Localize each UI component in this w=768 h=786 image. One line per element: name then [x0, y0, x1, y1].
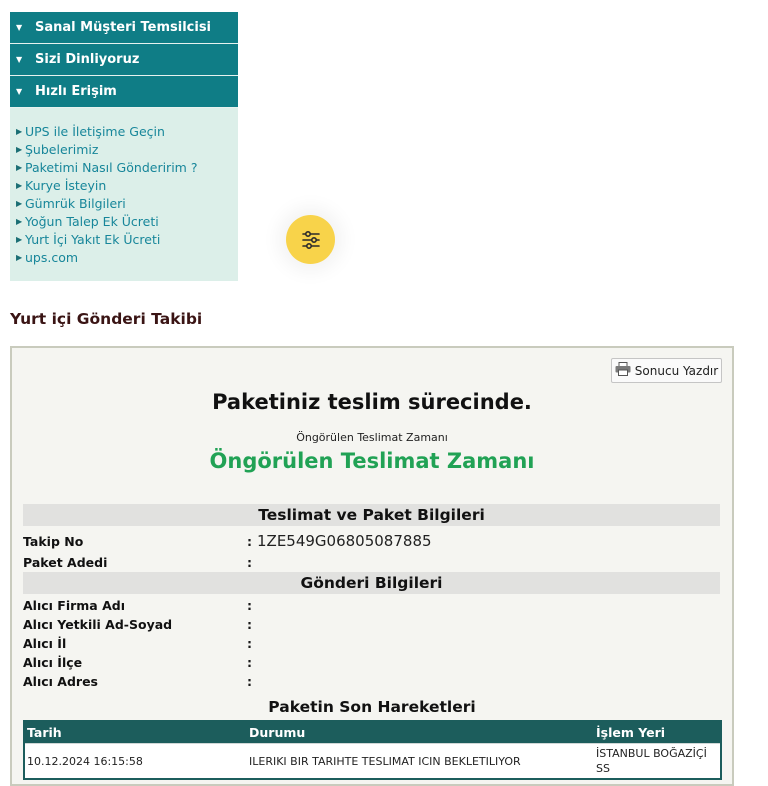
movement-date: 10.12.2024 16:15:58 — [24, 744, 247, 780]
field-recipient-city — [23, 634, 663, 652]
field-separator: : — [247, 635, 252, 651]
quick-link-contact-ups[interactable] — [16, 123, 238, 141]
field-label: Alıcı İl — [23, 635, 67, 651]
print-button-label: Sonucu Yazdır — [634, 363, 719, 378]
quick-link-fuel-surcharge[interactable] — [16, 230, 238, 248]
sidebar-section-virtual-agent[interactable] — [10, 12, 238, 44]
sidebar-section-label: Sizi Dinliyoruz — [35, 52, 140, 67]
quick-link-label: UPS ile İletişime Geçin — [25, 124, 165, 140]
caret-right-icon: ▶ — [16, 127, 23, 137]
sidebar-section-label: Sanal Müşteri Temsilcisi — [35, 20, 212, 35]
tracking-result-card — [10, 346, 734, 786]
quick-link-label: Kurye İsteyin — [25, 178, 107, 194]
field-recipient-company — [23, 596, 663, 614]
field-label: Alıcı Adres — [23, 673, 98, 689]
caret-right-icon: ▶ — [16, 234, 23, 244]
movement-location: İSTANBUL BOĞAZİÇİ SS — [594, 744, 721, 780]
caret-right-icon: ▶ — [16, 181, 23, 191]
quick-link-how-to-ship[interactable] — [16, 159, 238, 177]
sidebar — [10, 0, 238, 281]
column-header-status: Durumu — [247, 721, 594, 744]
field-recipient-contact — [23, 615, 663, 633]
filter-fab-button[interactable] — [286, 215, 335, 264]
caret-down-icon: ▼ — [16, 87, 23, 96]
column-header-location: İşlem Yeri — [594, 721, 721, 744]
print-result-button[interactable] — [611, 358, 722, 383]
quick-link-customs-info[interactable] — [16, 195, 238, 213]
field-separator: : — [247, 554, 252, 570]
page-title: Yurt içi Gönderi Takibi — [10, 310, 203, 328]
field-label: Alıcı Firma Adı — [23, 597, 125, 613]
column-header-date: Tarih — [24, 721, 247, 744]
field-label: Alıcı İlçe — [23, 654, 83, 670]
eta-value: Öngörülen Teslimat Zamanı — [209, 449, 535, 473]
tracking-number-value: 1ZE549G06805087885 — [257, 532, 432, 550]
table-header-row — [24, 721, 721, 744]
quick-link-request-courier[interactable] — [16, 177, 238, 195]
sidebar-section-label: Hızlı Erişim — [35, 84, 117, 99]
field-separator: : — [247, 597, 252, 613]
section-header-shipment: Gönderi Bilgileri — [23, 572, 720, 594]
caret-right-icon: ▶ — [16, 252, 23, 262]
quick-link-label: Yoğun Talep Ek Ücreti — [25, 213, 159, 229]
delivery-status-title: Paketiniz teslim sürecinde. — [212, 390, 532, 414]
movements-title: Paketin Son Hareketleri — [268, 698, 476, 716]
movement-status: ILERIKI BIR TARIHTE TESLIMAT ICIN BEKLETILIYOR — [247, 744, 594, 780]
caret-right-icon: ▶ — [16, 163, 23, 173]
quick-link-ups-com[interactable] — [16, 248, 238, 266]
printer-icon — [615, 362, 631, 379]
filter-sliders-icon — [300, 229, 322, 251]
caret-right-icon: ▶ — [16, 199, 23, 208]
caret-right-icon: ▶ — [16, 145, 23, 155]
movements-table — [23, 720, 722, 780]
field-tracking-no — [23, 532, 663, 550]
eta-label: Öngörülen Teslimat Zamanı — [296, 431, 448, 444]
quick-link-label: Şubelerimiz — [25, 142, 99, 158]
caret-right-icon: ▶ — [16, 216, 23, 226]
field-label: Takip No — [23, 533, 84, 549]
quick-link-label: Gümrük Bilgileri — [25, 196, 126, 211]
field-separator: : — [247, 673, 252, 689]
field-recipient-district — [23, 653, 663, 671]
field-separator: : — [247, 533, 252, 549]
table-row — [24, 744, 721, 780]
field-package-count — [23, 553, 663, 571]
quick-link-label: Paketimi Nasıl Gönderirim ? — [25, 160, 198, 176]
quick-link-label: ups.com — [25, 249, 79, 265]
field-label: Alıcı Yetkili Ad-Soyad — [23, 616, 173, 632]
caret-down-icon: ▼ — [16, 55, 23, 64]
field-separator: : — [247, 616, 252, 632]
quick-link-branches[interactable] — [16, 141, 238, 159]
sidebar-section-quick-access[interactable] — [10, 76, 238, 108]
quick-access-panel — [10, 108, 238, 281]
field-label: Paket Adedi — [23, 554, 108, 570]
quick-link-label: Yurt İçi Yakıt Ek Ücreti — [25, 231, 161, 247]
section-header-package: Teslimat ve Paket Bilgileri — [23, 504, 720, 526]
field-separator: : — [247, 654, 252, 670]
caret-down-icon: ▼ — [16, 23, 23, 32]
sidebar-section-feedback[interactable] — [10, 44, 238, 76]
field-recipient-address — [23, 672, 663, 690]
quick-link-peak-surcharge[interactable] — [16, 212, 238, 230]
